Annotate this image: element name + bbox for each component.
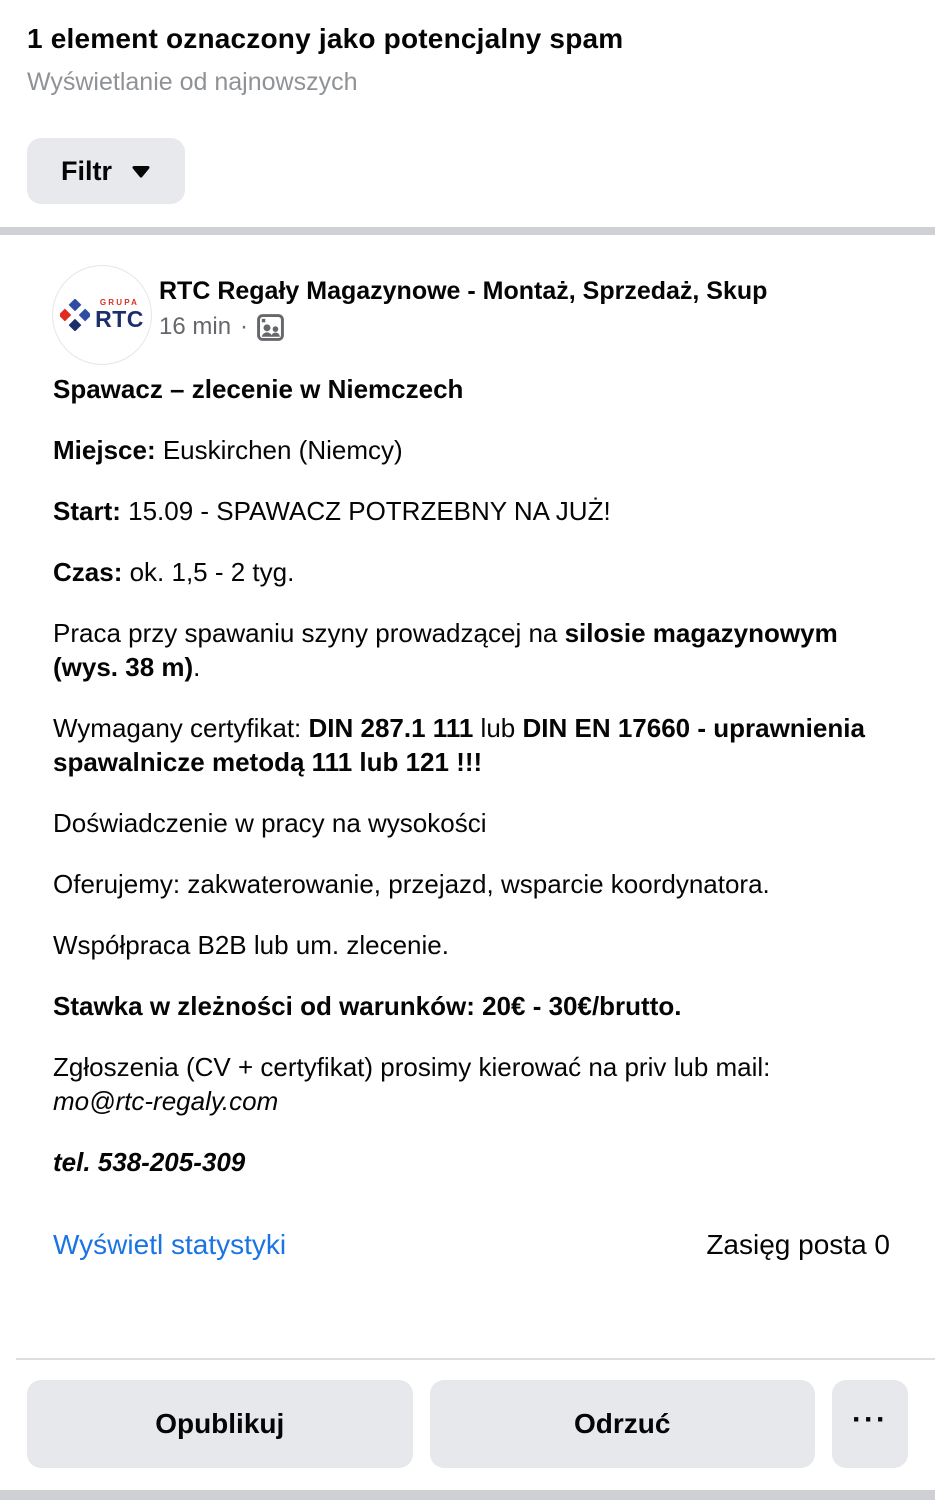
post-paragraph: Wymagany certyfikat: DIN 287.1 111 lub DIN EN 17660 - uprawnienia spawalnicze metodą 111 lub 121 !!! <box>53 713 865 777</box>
brand-grupa-label: GRUPA <box>99 298 140 307</box>
post-body <box>0 365 935 1179</box>
post-paragraph: Zgłoszenia (CV + certyfikat) prosimy kierować na priv lub mail: mo@rtc-regaly.com <box>53 1052 771 1116</box>
view-statistics-link[interactable]: Wyświetl statystyki <box>53 1229 287 1260</box>
post-timestamp: 16 min <box>159 312 232 340</box>
bottom-separator <box>0 1490 935 1500</box>
filter-button-label: Filtr <box>61 155 112 186</box>
post-paragraph: Współpraca B2B lub um. zlecenie. <box>53 930 449 960</box>
page-header <box>0 0 935 204</box>
reject-button[interactable]: Odrzuć <box>430 1380 816 1468</box>
post-header-text <box>159 265 767 341</box>
post-paragraph: Stawka w zleżności od warunków: 20€ - 30€/brutto. <box>53 991 682 1021</box>
post-paragraph: Oferujemy: zakwaterowanie, przejazd, wsparcie koordynatora. <box>53 869 770 899</box>
post-stats-row <box>0 1228 935 1262</box>
post-paragraph: Miejsce: Euskirchen (Niemcy) <box>53 435 403 465</box>
post-paragraph: Czas: ok. 1,5 - 2 tyg. <box>53 557 295 587</box>
post-meta <box>159 312 767 341</box>
post-paragraph: Doświadczenie w pracy na wysokości <box>53 808 487 838</box>
moderation-actions <box>0 1360 935 1468</box>
rtc-diamonds-icon <box>60 299 90 331</box>
post-header <box>0 265 935 365</box>
news-feed-people-icon <box>257 314 284 341</box>
rtc-wordmark <box>95 299 144 331</box>
caret-down-icon <box>131 165 151 178</box>
post-paragraph: tel. 538-205-309 <box>53 1147 246 1177</box>
page-title: 1 element oznaczony jako potencjalny spam <box>27 23 624 54</box>
section-separator <box>0 227 935 235</box>
brand-rtc-label: RTC <box>95 306 144 332</box>
avatar[interactable] <box>52 265 152 365</box>
post-paragraph: Start: 15.09 - SPAWACZ POTRZEBNY NA JUŻ! <box>53 496 611 526</box>
publish-button[interactable]: Opublikuj <box>27 1380 413 1468</box>
post-card <box>0 235 935 1468</box>
post-paragraph: Spawacz – zlecenie w Niemczech <box>53 374 464 404</box>
filter-button[interactable] <box>27 138 185 204</box>
sort-order-label: Wyświetlanie od najnowszych <box>27 68 358 96</box>
post-author-name[interactable]: RTC Regały Magazynowe - Montaż, Sprzedaż, Skup <box>159 277 768 305</box>
more-options-button[interactable]: ··· <box>832 1380 908 1468</box>
rtc-logo <box>60 299 144 331</box>
post-reach-label: Zasięg posta 0 <box>706 1229 890 1260</box>
meta-dot-separator: · <box>240 312 249 340</box>
post-paragraph: Praca przy spawaniu szyny prowadzącej na silosie magazynowym (wys. 38 m). <box>53 618 838 682</box>
